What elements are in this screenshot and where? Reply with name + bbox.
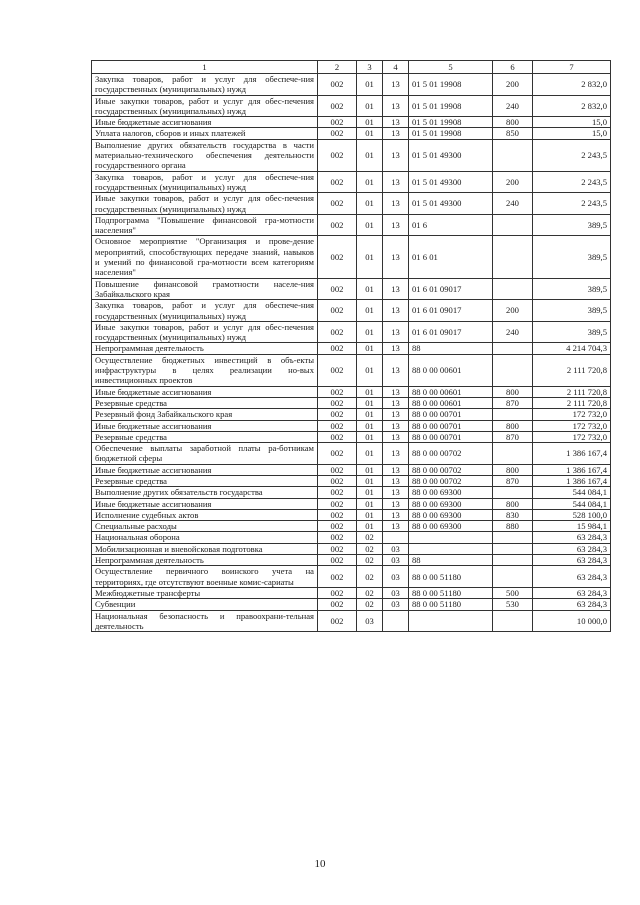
cell-ministry: 002: [318, 555, 357, 566]
cell-ministry: 002: [318, 431, 357, 442]
cell-name: Иные закупки товаров, работ и услуг для обес-печения государственных (муниципальных) нужд: [92, 321, 318, 343]
cell-subsection: 13: [383, 464, 409, 475]
cell-name: Выполнение других обязательств государства в части материально-технического обеспечения деятельности государственного органа: [92, 139, 318, 171]
cell-amount: 389,5: [533, 214, 611, 236]
cell-type: 850: [493, 128, 533, 139]
table-row: [92, 475, 611, 486]
cell-amount: 4 214 704,3: [533, 343, 611, 354]
table-row: [92, 532, 611, 543]
header-name: 1: [92, 61, 318, 74]
header-amount: 7: [533, 61, 611, 74]
cell-subsection: 13: [383, 498, 409, 509]
cell-target: [409, 610, 493, 632]
cell-name: Обеспечение выплаты заработной платы ра-ботникам бюджетной сферы: [92, 443, 318, 465]
cell-amount: 2 243,5: [533, 193, 611, 215]
cell-type: [493, 543, 533, 554]
cell-amount: 389,5: [533, 300, 611, 322]
table-row: [92, 74, 611, 96]
cell-section: 01: [357, 498, 383, 509]
budget-table: [91, 60, 611, 632]
table-row: [92, 420, 611, 431]
cell-subsection: 13: [383, 117, 409, 128]
cell-ministry: 002: [318, 509, 357, 520]
cell-amount: 15,0: [533, 128, 611, 139]
table-row: [92, 610, 611, 632]
cell-target: 88 0 00 00601: [409, 354, 493, 386]
cell-section: 01: [357, 397, 383, 408]
cell-subsection: 13: [383, 475, 409, 486]
cell-section: 01: [357, 487, 383, 498]
header-type: 6: [493, 61, 533, 74]
cell-type: [493, 214, 533, 236]
header-subsection: 4: [383, 61, 409, 74]
cell-section: 01: [357, 343, 383, 354]
cell-target: 01 6 01 09017: [409, 321, 493, 343]
cell-target: 01 6 01: [409, 236, 493, 278]
table-row: [92, 521, 611, 532]
cell-amount: 1 386 167,4: [533, 475, 611, 486]
cell-section: 02: [357, 587, 383, 598]
cell-name: Резервные средства: [92, 431, 318, 442]
cell-ministry: 002: [318, 74, 357, 96]
cell-type: 880: [493, 521, 533, 532]
cell-subsection: 13: [383, 74, 409, 96]
cell-subsection: 13: [383, 300, 409, 322]
cell-amount: 63 284,3: [533, 587, 611, 598]
cell-subsection: 03: [383, 587, 409, 598]
cell-name: Иные закупки товаров, работ и услуг для обес-печения государственных (муниципальных) нужд: [92, 95, 318, 117]
cell-name: Осуществление бюджетных инвестиций в объ-екты инфраструктуры в целях реализации но-вых инвестиционных проектов: [92, 354, 318, 386]
cell-subsection: 03: [383, 543, 409, 554]
cell-target: 88 0 00 51180: [409, 587, 493, 598]
cell-section: 01: [357, 278, 383, 300]
cell-amount: 1 386 167,4: [533, 464, 611, 475]
cell-name: Непрограммная деятельность: [92, 343, 318, 354]
cell-name: Выполнение других обязательств государства: [92, 487, 318, 498]
cell-name: Специальные расходы: [92, 521, 318, 532]
cell-section: 01: [357, 354, 383, 386]
cell-ministry: 002: [318, 587, 357, 598]
cell-name: Иные бюджетные ассигнования: [92, 420, 318, 431]
cell-target: 01 5 01 49300: [409, 171, 493, 193]
cell-section: 02: [357, 566, 383, 588]
cell-section: 02: [357, 543, 383, 554]
cell-amount: 389,5: [533, 321, 611, 343]
cell-target: [409, 532, 493, 543]
cell-name: Иные бюджетные ассигнования: [92, 498, 318, 509]
header-section: 3: [357, 61, 383, 74]
cell-subsection: 13: [383, 386, 409, 397]
table-row: [92, 117, 611, 128]
table-row: [92, 171, 611, 193]
cell-type: 800: [493, 464, 533, 475]
cell-ministry: 002: [318, 420, 357, 431]
cell-target: 88 0 00 51180: [409, 566, 493, 588]
cell-subsection: 13: [383, 409, 409, 420]
table-row: [92, 354, 611, 386]
cell-section: 01: [357, 521, 383, 532]
cell-subsection: 13: [383, 397, 409, 408]
table-row: [92, 555, 611, 566]
table-row: [92, 278, 611, 300]
cell-subsection: 13: [383, 278, 409, 300]
cell-type: 800: [493, 420, 533, 431]
cell-subsection: 13: [383, 420, 409, 431]
cell-ministry: 002: [318, 599, 357, 610]
cell-name: Закупка товаров, работ и услуг для обеспече-ния государственных (муниципальных) нужд: [92, 171, 318, 193]
cell-section: 01: [357, 509, 383, 520]
table-row: [92, 300, 611, 322]
cell-type: [493, 610, 533, 632]
cell-amount: 1 386 167,4: [533, 443, 611, 465]
cell-amount: 15 984,1: [533, 521, 611, 532]
cell-amount: 63 284,3: [533, 566, 611, 588]
cell-ministry: 002: [318, 464, 357, 475]
cell-section: 01: [357, 321, 383, 343]
cell-ministry: 002: [318, 95, 357, 117]
cell-target: 01 5 01 19908: [409, 128, 493, 139]
table-body: [92, 74, 611, 632]
cell-target: 88 0 00 00601: [409, 386, 493, 397]
table-row: [92, 128, 611, 139]
cell-ministry: 002: [318, 386, 357, 397]
cell-name: Исполнение судебных актов: [92, 509, 318, 520]
cell-amount: 389,5: [533, 278, 611, 300]
table-row: [92, 236, 611, 278]
cell-target: 88 0 00 69300: [409, 498, 493, 509]
cell-ministry: 002: [318, 487, 357, 498]
cell-section: 02: [357, 599, 383, 610]
cell-target: 88 0 00 00701: [409, 431, 493, 442]
cell-subsection: 03: [383, 555, 409, 566]
table-row: [92, 487, 611, 498]
table-header-row: [92, 61, 611, 74]
cell-section: 01: [357, 420, 383, 431]
cell-amount: 2 243,5: [533, 171, 611, 193]
cell-name: Закупка товаров, работ и услуг для обеспече-ния государственных (муниципальных) нужд: [92, 74, 318, 96]
cell-target: 88 0 00 00702: [409, 464, 493, 475]
cell-amount: 544 084,1: [533, 498, 611, 509]
cell-section: 01: [357, 171, 383, 193]
cell-target: 01 6: [409, 214, 493, 236]
cell-amount: 2 111 720,8: [533, 354, 611, 386]
table-row: [92, 193, 611, 215]
cell-section: 01: [357, 409, 383, 420]
cell-subsection: 03: [383, 599, 409, 610]
cell-type: [493, 139, 533, 171]
cell-ministry: 002: [318, 443, 357, 465]
cell-section: 01: [357, 193, 383, 215]
cell-type: 830: [493, 509, 533, 520]
cell-amount: 63 284,3: [533, 599, 611, 610]
cell-name: Резервный фонд Забайкальского края: [92, 409, 318, 420]
cell-amount: 172 732,0: [533, 420, 611, 431]
cell-ministry: 002: [318, 321, 357, 343]
cell-target: 88 0 00 69300: [409, 509, 493, 520]
cell-ministry: 002: [318, 300, 357, 322]
cell-amount: 528 100,0: [533, 509, 611, 520]
cell-ministry: 002: [318, 193, 357, 215]
cell-type: 870: [493, 397, 533, 408]
cell-subsection: 13: [383, 139, 409, 171]
cell-amount: 63 284,3: [533, 532, 611, 543]
cell-target: 88 0 00 51180: [409, 599, 493, 610]
cell-subsection: 13: [383, 193, 409, 215]
cell-section: 01: [357, 214, 383, 236]
cell-section: 01: [357, 139, 383, 171]
cell-ministry: 002: [318, 521, 357, 532]
cell-name: Национальная безопасность и правоохрани-тельная деятельность: [92, 610, 318, 632]
cell-subsection: 13: [383, 128, 409, 139]
cell-section: 01: [357, 431, 383, 442]
table-row: [92, 95, 611, 117]
cell-type: 240: [493, 95, 533, 117]
cell-ministry: 002: [318, 610, 357, 632]
cell-subsection: 13: [383, 521, 409, 532]
cell-type: [493, 443, 533, 465]
cell-ministry: 002: [318, 532, 357, 543]
cell-subsection: 13: [383, 95, 409, 117]
cell-target: 01 5 01 49300: [409, 139, 493, 171]
header-ministry: 2: [318, 61, 357, 74]
cell-name: Иные бюджетные ассигнования: [92, 386, 318, 397]
table-row: [92, 509, 611, 520]
cell-section: 01: [357, 74, 383, 96]
cell-amount: 2 243,5: [533, 139, 611, 171]
cell-subsection: 13: [383, 509, 409, 520]
cell-ministry: 002: [318, 343, 357, 354]
table-row: [92, 139, 611, 171]
cell-target: 88 0 00 00701: [409, 420, 493, 431]
cell-amount: 2 111 720,8: [533, 386, 611, 397]
cell-ministry: 002: [318, 171, 357, 193]
cell-ministry: 002: [318, 236, 357, 278]
cell-target: 88 0 00 00601: [409, 397, 493, 408]
cell-name: Непрограммная деятельность: [92, 555, 318, 566]
cell-section: 01: [357, 128, 383, 139]
cell-type: 800: [493, 117, 533, 128]
page-number: 10: [314, 858, 326, 870]
cell-subsection: [383, 532, 409, 543]
cell-target: 88 0 00 00702: [409, 443, 493, 465]
cell-type: 200: [493, 171, 533, 193]
cell-type: 500: [493, 587, 533, 598]
table-row: [92, 543, 611, 554]
cell-type: [493, 236, 533, 278]
cell-type: [493, 409, 533, 420]
cell-subsection: 13: [383, 214, 409, 236]
table-row: [92, 386, 611, 397]
table-row: [92, 321, 611, 343]
cell-target: 01 5 01 49300: [409, 193, 493, 215]
cell-amount: 2 832,0: [533, 74, 611, 96]
table-row: [92, 599, 611, 610]
table-row: [92, 464, 611, 475]
cell-ministry: 002: [318, 498, 357, 509]
cell-section: 01: [357, 236, 383, 278]
cell-ministry: 002: [318, 566, 357, 588]
cell-amount: 172 732,0: [533, 431, 611, 442]
cell-type: 240: [493, 193, 533, 215]
cell-name: Повышение финансовой грамотности населе-ния Забайкальского края: [92, 278, 318, 300]
cell-amount: 172 732,0: [533, 409, 611, 420]
cell-type: [493, 532, 533, 543]
cell-amount: 544 084,1: [533, 487, 611, 498]
cell-target: 01 5 01 19908: [409, 74, 493, 96]
cell-section: 03: [357, 610, 383, 632]
cell-amount: 2 832,0: [533, 95, 611, 117]
cell-subsection: 13: [383, 443, 409, 465]
cell-type: 800: [493, 386, 533, 397]
cell-ministry: 002: [318, 128, 357, 139]
cell-target: 88 0 00 69300: [409, 487, 493, 498]
cell-ministry: 002: [318, 278, 357, 300]
table-row: [92, 214, 611, 236]
cell-type: [493, 566, 533, 588]
cell-name: Резервные средства: [92, 475, 318, 486]
cell-name: Межбюджетные трансферты: [92, 587, 318, 598]
cell-subsection: 13: [383, 431, 409, 442]
cell-type: [493, 487, 533, 498]
cell-name: Иные бюджетные ассигнования: [92, 117, 318, 128]
cell-ministry: 002: [318, 475, 357, 486]
cell-target: 88: [409, 343, 493, 354]
cell-name: Закупка товаров, работ и услуг для обеспече-ния государственных (муниципальных) нужд: [92, 300, 318, 322]
cell-ministry: 002: [318, 397, 357, 408]
cell-name: Основное мероприятие "Организация и прове-дение мероприятий, способствующих передаче знаний, навыков и умений по финансовой гра-мотности всем категориям населения": [92, 236, 318, 278]
cell-type: 240: [493, 321, 533, 343]
cell-subsection: [383, 610, 409, 632]
cell-type: [493, 343, 533, 354]
table-row: [92, 431, 611, 442]
cell-type: 200: [493, 74, 533, 96]
cell-section: 01: [357, 300, 383, 322]
cell-target: 88 0 00 00701: [409, 409, 493, 420]
cell-section: 02: [357, 555, 383, 566]
cell-ministry: 002: [318, 543, 357, 554]
cell-target: 88: [409, 555, 493, 566]
cell-target: 88 0 00 00702: [409, 475, 493, 486]
cell-subsection: 13: [383, 171, 409, 193]
table-row: [92, 587, 611, 598]
cell-name: Подпрограмма "Повышение финансовой гра-мотности населения": [92, 214, 318, 236]
cell-name: Национальная оборона: [92, 532, 318, 543]
cell-type: [493, 278, 533, 300]
cell-amount: 15,0: [533, 117, 611, 128]
cell-subsection: 13: [383, 321, 409, 343]
cell-ministry: 002: [318, 139, 357, 171]
header-target: 5: [409, 61, 493, 74]
cell-subsection: 13: [383, 343, 409, 354]
cell-target: 01 6 01 09017: [409, 278, 493, 300]
cell-name: Резервные средства: [92, 397, 318, 408]
cell-amount: 63 284,3: [533, 543, 611, 554]
cell-type: [493, 555, 533, 566]
cell-target: 88 0 00 69300: [409, 521, 493, 532]
cell-section: 01: [357, 475, 383, 486]
cell-amount: 2 111 720,8: [533, 397, 611, 408]
cell-type: 200: [493, 300, 533, 322]
cell-name: Осуществление первичного воинского учета на территориях, где отсутствуют военные комис-сариаты: [92, 566, 318, 588]
cell-target: 01 5 01 19908: [409, 95, 493, 117]
cell-name: Мобилизационная и вневойсковая подготовка: [92, 543, 318, 554]
cell-ministry: 002: [318, 354, 357, 386]
cell-type: 870: [493, 431, 533, 442]
cell-ministry: 002: [318, 214, 357, 236]
cell-ministry: 002: [318, 409, 357, 420]
cell-subsection: 13: [383, 236, 409, 278]
cell-type: 800: [493, 498, 533, 509]
cell-target: 01 6 01 09017: [409, 300, 493, 322]
cell-type: 870: [493, 475, 533, 486]
cell-type: [493, 354, 533, 386]
cell-subsection: 13: [383, 354, 409, 386]
cell-ministry: 002: [318, 117, 357, 128]
table-row: [92, 498, 611, 509]
cell-subsection: 13: [383, 487, 409, 498]
cell-amount: 389,5: [533, 236, 611, 278]
cell-section: 01: [357, 117, 383, 128]
table-row: [92, 566, 611, 588]
cell-section: 01: [357, 443, 383, 465]
table-row: [92, 409, 611, 420]
cell-section: 01: [357, 95, 383, 117]
cell-target: 01 5 01 19908: [409, 117, 493, 128]
cell-section: 01: [357, 464, 383, 475]
table-row: [92, 443, 611, 465]
cell-name: Иные закупки товаров, работ и услуг для обес-печения государственных (муниципальных) нужд: [92, 193, 318, 215]
cell-target: [409, 543, 493, 554]
cell-section: 01: [357, 386, 383, 397]
cell-name: Уплата налогов, сборов и иных платежей: [92, 128, 318, 139]
cell-subsection: 03: [383, 566, 409, 588]
table-row: [92, 397, 611, 408]
cell-type: 530: [493, 599, 533, 610]
cell-name: Субвенции: [92, 599, 318, 610]
cell-name: Иные бюджетные ассигнования: [92, 464, 318, 475]
cell-amount: 10 000,0: [533, 610, 611, 632]
table-row: [92, 343, 611, 354]
cell-amount: 63 284,3: [533, 555, 611, 566]
cell-section: 02: [357, 532, 383, 543]
